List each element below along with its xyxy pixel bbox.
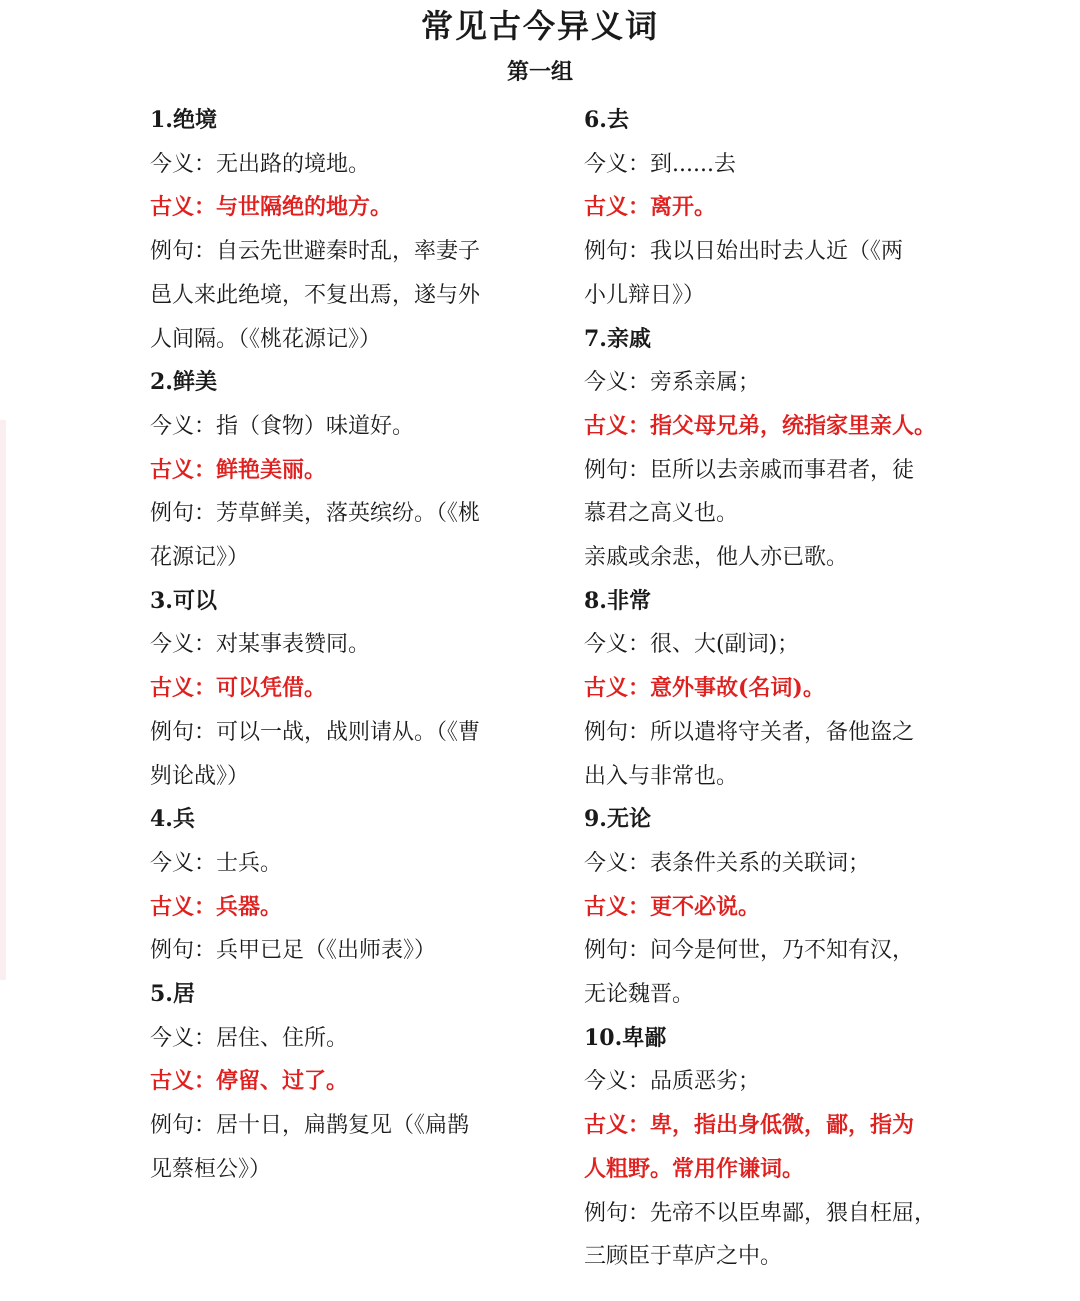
- example-text: 居十日，扁鹊复见（《扁鹊: [216, 1113, 470, 1139]
- modern-label: 今义：: [150, 850, 217, 876]
- example-text: 臣所以去亲戚而事君者，徒: [650, 457, 915, 483]
- example-text: 邑人来此绝境，不复出焉，遂与外: [150, 282, 481, 308]
- example-sentence-line: [150, 274, 520, 318]
- example-label: 例句：: [584, 457, 651, 483]
- example-text: 所以遣将守关者，备他盗之: [650, 719, 915, 745]
- ancient-meaning: [150, 449, 520, 493]
- example-text: 人间隔。（《桃花源记》）: [150, 326, 382, 352]
- example-label: 例句：: [150, 938, 217, 964]
- ancient-label: 古义：: [150, 456, 217, 483]
- ancient-label: 古义：: [150, 194, 217, 221]
- ancient-label: 古义：: [584, 194, 651, 221]
- example-text: 慕君之高义也。: [584, 501, 739, 527]
- example-text: 兵甲已足（《出师表》）: [216, 938, 437, 964]
- ancient-text: 离开。: [650, 194, 717, 221]
- ancient-meaning: [584, 186, 954, 230]
- entry-heading: 9.无论: [584, 806, 651, 833]
- modern-meaning: [150, 842, 520, 886]
- entry-heading: 7.亲戚: [584, 325, 651, 352]
- modern-text: 指（食物）味道好。: [216, 413, 415, 439]
- example-sentence-line: [150, 711, 520, 755]
- modern-text: 无出路的境地。: [216, 151, 371, 177]
- vocab-entry: [584, 580, 954, 799]
- entry-heading: 3.可以: [150, 587, 217, 614]
- ancient-meaning-line: [584, 1148, 954, 1192]
- example-sentence-line: [150, 929, 520, 973]
- example-sentence-line: [150, 1104, 520, 1148]
- entry-heading: 2.鲜美: [150, 369, 217, 396]
- group-title: 第一组: [506, 59, 573, 85]
- modern-text: 士兵。: [216, 850, 283, 876]
- ancient-text: 兵器。: [216, 893, 283, 920]
- ancient-text: 可以凭借。: [216, 675, 327, 702]
- example-sentence-line: [584, 536, 954, 580]
- example-sentence-line: [150, 230, 520, 274]
- example-sentence-line: [584, 492, 954, 536]
- example-text: 自云先世避秦时乱，率妻子: [216, 239, 481, 265]
- ancient-meaning: [150, 886, 520, 930]
- vocab-entry: [150, 99, 520, 361]
- vocab-entry: [150, 973, 520, 1192]
- modern-meaning: [584, 623, 954, 667]
- vocab-entry: [584, 798, 954, 1017]
- example-text: 先帝不以臣卑鄙，猥自枉屈，: [650, 1200, 937, 1226]
- ancient-meaning: [150, 186, 520, 230]
- modern-label: 今义：: [150, 151, 217, 177]
- example-sentence-line: [150, 492, 520, 536]
- example-label: 例句：: [150, 501, 217, 527]
- ancient-label: 古义：: [584, 412, 651, 439]
- modern-meaning: [150, 405, 520, 449]
- entry-heading: 10.卑鄙: [584, 1024, 667, 1051]
- example-sentence-line: [150, 755, 520, 799]
- vocab-entry: [150, 580, 520, 799]
- left-column: [150, 99, 520, 1192]
- ancient-meaning: [584, 405, 954, 449]
- example-text: 花源记》）: [150, 545, 250, 571]
- example-sentence-line: [584, 1235, 954, 1279]
- example-text: 刿论战》）: [150, 763, 250, 789]
- modern-text: 居住、住所。: [216, 1025, 349, 1051]
- ancient-text: 卑，指出身低微，鄙，指为: [650, 1112, 915, 1139]
- example-text: 可以一战，战则请从。（《曹: [216, 719, 481, 745]
- example-text: 出入与非常也。: [584, 763, 739, 789]
- ancient-label: 古义：: [150, 675, 217, 702]
- ancient-text: 人粗野。常用作谦词。: [584, 1155, 805, 1182]
- ancient-text: 与世隔绝的地方。: [216, 194, 393, 221]
- ancient-text: 意外事故(名词)。: [650, 675, 825, 702]
- vocab-entry: [584, 1017, 954, 1279]
- modern-label: 今义：: [584, 850, 651, 876]
- vocab-entry: [584, 318, 954, 580]
- ancient-meaning-line: [584, 1104, 954, 1148]
- example-sentence-line: [584, 973, 954, 1017]
- edge-decoration: [0, 420, 6, 980]
- example-text: 无论魏晋。: [584, 982, 695, 1008]
- ancient-label: 古义：: [150, 1068, 217, 1095]
- example-sentence-line: [584, 711, 954, 755]
- example-text: 三顾臣于草庐之中。: [584, 1244, 783, 1270]
- example-label: 例句：: [150, 1113, 217, 1139]
- ancient-meaning: [584, 886, 954, 930]
- modern-text: 对某事表赞同。: [216, 632, 371, 658]
- modern-label: 今义：: [584, 151, 651, 177]
- example-text: 我以日始出时去人近（《两: [650, 239, 904, 265]
- example-text: 小儿辩日》）: [584, 282, 706, 308]
- modern-meaning: [150, 623, 520, 667]
- page-title: 常见古今异义词: [420, 7, 659, 45]
- modern-text: 很、大(副词)；: [650, 632, 800, 658]
- modern-label: 今义：: [150, 413, 217, 439]
- example-sentence-line: [150, 536, 520, 580]
- example-label: 例句：: [150, 239, 217, 265]
- example-sentence-line: [584, 1192, 954, 1236]
- ancient-meaning: [150, 1060, 520, 1104]
- modern-meaning: [150, 143, 520, 187]
- example-text: 亲戚或余悲，他人亦已歌。: [584, 545, 849, 571]
- ancient-label: 古义：: [584, 893, 651, 920]
- modern-meaning: [150, 1017, 520, 1061]
- example-label: 例句：: [584, 1200, 651, 1226]
- right-column: [584, 99, 954, 1279]
- modern-text: 到......去: [650, 151, 736, 177]
- modern-text: 品质恶劣；: [650, 1069, 761, 1095]
- modern-label: 今义：: [150, 632, 217, 658]
- ancient-text: 指父母兄弟，统指家里亲人。: [650, 412, 937, 439]
- example-label: 例句：: [584, 938, 651, 964]
- example-label: 例句：: [584, 719, 651, 745]
- ancient-meaning: [584, 667, 954, 711]
- ancient-label: 古义：: [150, 893, 217, 920]
- modern-meaning: [584, 842, 954, 886]
- example-label: 例句：: [150, 719, 217, 745]
- modern-meaning: [584, 143, 954, 187]
- ancient-meaning: [150, 667, 520, 711]
- entry-heading: 5.居: [150, 981, 195, 1008]
- ancient-text: 更不必说。: [650, 893, 761, 920]
- example-text: 问今是何世，乃不知有汉，: [650, 938, 915, 964]
- entry-heading: 4.兵: [150, 806, 195, 833]
- example-sentence-line: [584, 230, 954, 274]
- example-sentence-line: [150, 1148, 520, 1192]
- modern-meaning: [584, 1060, 954, 1104]
- entry-heading: 8.非常: [584, 587, 651, 614]
- example-text: 见蔡桓公》）: [150, 1156, 272, 1182]
- modern-label: 今义：: [584, 370, 651, 396]
- modern-text: 旁系亲属；: [650, 370, 761, 396]
- vocab-entry: [150, 798, 520, 973]
- modern-label: 今义：: [584, 632, 651, 658]
- ancient-label: 古义：: [584, 675, 651, 702]
- modern-label: 今义：: [584, 1069, 651, 1095]
- example-sentence-line: [584, 449, 954, 493]
- ancient-text: 停留、过了。: [216, 1068, 349, 1095]
- example-sentence-line: [584, 274, 954, 318]
- modern-label: 今义：: [150, 1025, 217, 1051]
- modern-meaning: [584, 361, 954, 405]
- example-text: 芳草鲜美，落英缤纷。（《桃: [216, 501, 481, 527]
- example-label: 例句：: [584, 239, 651, 265]
- entry-heading: 1.绝境: [150, 107, 217, 133]
- ancient-label: 古义：: [584, 1112, 651, 1139]
- vocab-entry: [150, 361, 520, 580]
- example-sentence-line: [584, 755, 954, 799]
- example-sentence-line: [150, 318, 520, 362]
- ancient-text: 鲜艳美丽。: [216, 456, 327, 483]
- modern-text: 表条件关系的关联词；: [650, 850, 871, 876]
- vocab-entry: [584, 99, 954, 318]
- entry-heading: 6.去: [584, 107, 629, 133]
- example-sentence-line: [584, 929, 954, 973]
